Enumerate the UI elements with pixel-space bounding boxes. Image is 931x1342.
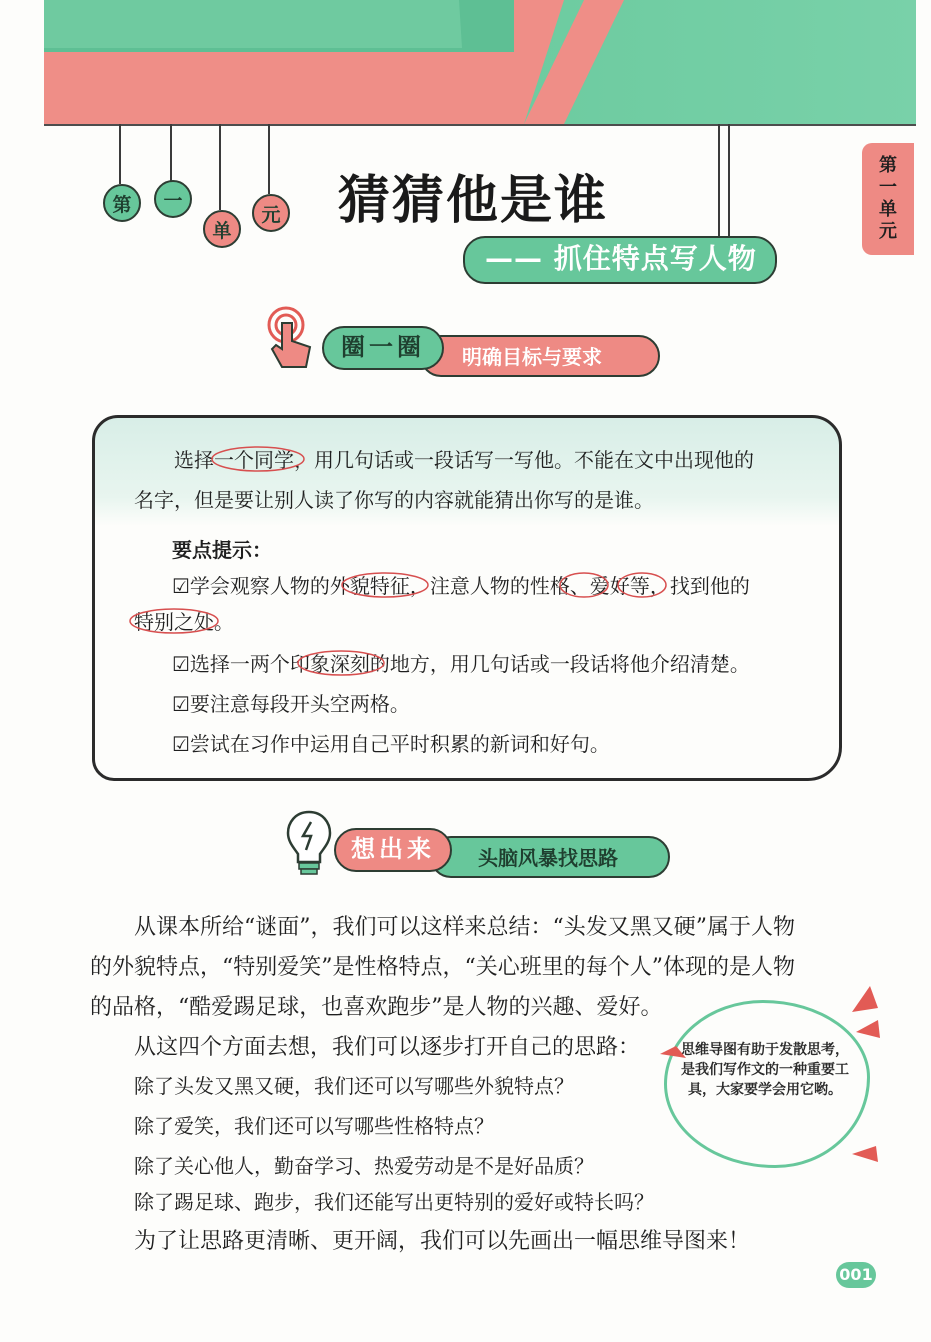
tip-item: ☑学会观察人物的外貌特征，注意人物的性格、爱好等，找到他的 <box>172 574 750 598</box>
tip-item: ☑要注意每段开头空两格。 <box>172 692 410 716</box>
page-subtitle: —— 抓住特点写人物 <box>463 236 777 284</box>
circle-highlight <box>128 606 220 636</box>
circle-highlight <box>210 444 306 474</box>
hanging-string <box>170 124 172 182</box>
hanging-string <box>728 124 730 236</box>
question-line: 除了关心他人，勤奋学习、热爱劳动是不是好品质？ <box>134 1154 594 1178</box>
section-2-pill: 想出来 <box>334 828 452 872</box>
body-line: 的外貌特点，“特别爱笑”是性格特点，“关心班里的每个人”体现的是人物 <box>90 955 795 980</box>
section-1-label: 明确目标与要求 <box>420 335 660 377</box>
section-1-pill: 圈一圈 <box>322 326 444 370</box>
circle-highlight <box>296 648 386 678</box>
body-line: 从这四个方面去想，我们可以逐步打开自己的思路： <box>134 1035 641 1060</box>
exclaim-marks <box>656 986 884 1176</box>
unit-char-1: 第 <box>103 184 141 222</box>
body-line: 从课本所给“谜面”，我们可以这样来总结：“头发又黑又硬”属于人物 <box>134 915 795 940</box>
section-2-label: 头脑风暴找思路 <box>430 836 670 878</box>
question-line: 除了头发又黑又硬，我们还可以写哪些外貌特点？ <box>134 1074 574 1098</box>
hanging-string <box>268 124 270 194</box>
side-tab-char: 单 <box>879 199 897 220</box>
page-title: 猜猜他是谁 <box>338 171 609 231</box>
circle-highlight <box>340 570 430 600</box>
circle-highlight <box>558 570 670 600</box>
hanging-string <box>219 124 221 210</box>
tip-item-cont: 特别之处。 <box>134 610 234 634</box>
question-line: 除了爱笑，我们还可以写哪些性格特点？ <box>134 1114 494 1138</box>
unit-char-2: 一 <box>154 180 192 218</box>
side-tab-char: 一 <box>879 177 897 198</box>
cloud-note-text: 思维导图有助于发散思考，是我们写作文的一种重要工具，大家要学会用它哟。 <box>681 1042 849 1098</box>
question-line: 除了踢足球、跑步，我们还能写出更特别的爱好或特长吗？ <box>134 1190 654 1214</box>
task-line: 选择一个同学，用几句话或一段话写一写他。不能在文中出现他的 <box>174 448 754 472</box>
body-line: 的品格，“酷爱踢足球，也喜欢跑步”是人物的兴趣、爱好。 <box>90 995 663 1020</box>
tip-item: ☑尝试在习作中运用自己平时积累的新词和好句。 <box>172 732 610 756</box>
side-tab-char: 元 <box>879 221 897 242</box>
header-banner <box>44 0 916 126</box>
page-number: 001 <box>836 1262 876 1288</box>
task-line: 名字，但是要让别人读了你写的内容就能猜出你写的是谁。 <box>134 488 654 512</box>
body-line: 为了让思路更清晰、更开阔，我们可以先画出一幅思维导图来！ <box>134 1229 751 1254</box>
hanging-string <box>718 124 720 236</box>
lightbulb-icon <box>284 808 334 878</box>
side-tab-char: 第 <box>879 155 897 176</box>
tip-item: ☑选择一两个印象深刻的地方，用几句话或一段话将他介绍清楚。 <box>172 652 750 676</box>
tips-title: 要点提示： <box>172 538 272 562</box>
banner-stripes <box>44 0 916 124</box>
unit-side-tab[interactable] <box>862 143 914 255</box>
tap-hand-icon <box>266 305 318 375</box>
hanging-string <box>119 124 121 184</box>
unit-char-4: 元 <box>252 194 290 232</box>
unit-char-3: 单 <box>203 210 241 248</box>
